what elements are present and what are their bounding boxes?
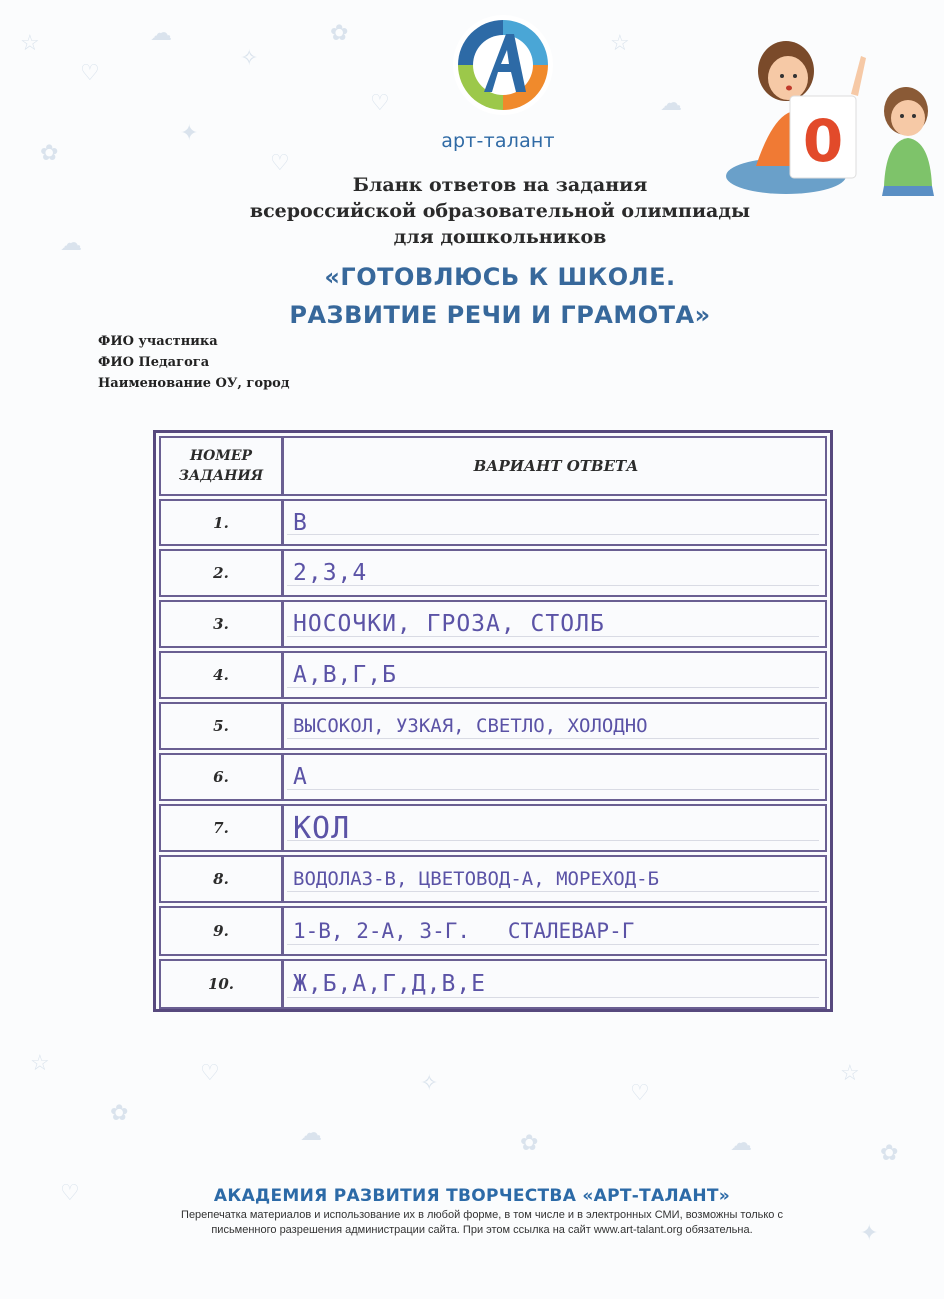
cloud-icon: ☁ <box>60 230 82 255</box>
heart-icon: ♡ <box>270 150 290 175</box>
answer-text: А,В,Г,Б <box>293 662 397 688</box>
task-number: 7. <box>161 806 284 850</box>
task-number: 9. <box>161 908 284 954</box>
answer-text: А <box>293 764 308 790</box>
footer-copyright-note <box>110 1208 854 1238</box>
olympiad-title <box>150 258 850 334</box>
answer-text: НОСОЧКИ, ГРОЗА, СТОЛБ <box>293 611 605 637</box>
flower-icon: ✿ <box>110 1100 129 1125</box>
star-icon: ☆ <box>610 30 630 55</box>
answer-table <box>153 430 833 1012</box>
star-icon: ✧ <box>420 1070 439 1095</box>
field-participant-label: ФИО участника <box>98 334 218 349</box>
sheet-heading <box>150 172 850 250</box>
cloud-icon: ☁ <box>660 90 682 115</box>
heart-icon: ♡ <box>80 60 100 85</box>
task-number: 8. <box>161 857 284 901</box>
star-icon: ✦ <box>860 1220 879 1245</box>
flower-icon: ✿ <box>330 20 349 45</box>
table-row <box>159 753 827 801</box>
heart-icon: ♡ <box>630 1080 650 1105</box>
task-answer <box>287 806 825 850</box>
table-row <box>159 499 827 546</box>
cloud-icon: ☁ <box>300 1120 322 1145</box>
task-number: 3. <box>161 602 284 646</box>
star-icon: ☆ <box>20 30 40 55</box>
footer-note-line-1: Перепечатка материалов и использование их в любой форме, в том числе и в электронных СМИ, возможны только с <box>181 1209 783 1221</box>
field-teacher-label: ФИО Педагога <box>98 355 210 370</box>
column-header-answer: ВАРИАНТ ОТВЕТА <box>473 457 639 475</box>
footer-title: АКАДЕМИЯ РАЗВИТИЯ ТВОРЧЕСТВА «АРТ-ТАЛАНТ» <box>213 1186 731 1206</box>
task-answer <box>287 653 825 697</box>
task-answer <box>287 908 825 954</box>
task-answer <box>287 602 825 646</box>
answer-text: 1-В, 2-А, 3-Г. СТАЛЕВАР-Г <box>293 919 635 943</box>
table-row <box>159 702 827 750</box>
task-number: 10. <box>161 961 284 1007</box>
task-number: 1. <box>161 501 284 544</box>
heading-line-2: всероссийской образовательной олимпиады <box>249 200 751 222</box>
task-answer <box>287 551 825 595</box>
title-line-2: РАЗВИТИЕ РЕЧИ И ГРАМОТА» <box>289 301 711 329</box>
card-digit: 0 <box>802 107 844 175</box>
task-answer <box>287 857 825 901</box>
star-icon: ✦ <box>180 120 199 145</box>
heart-icon: ♡ <box>60 1180 80 1205</box>
field-school-label: Наименование ОУ, город <box>98 376 290 391</box>
task-number: 5. <box>161 704 284 748</box>
task-answer <box>287 704 825 748</box>
answer-text: ВОДОЛАЗ-В, ЦВЕТОВОД-А, МОРЕХОД-Б <box>293 868 660 890</box>
flower-icon: ✿ <box>520 1130 539 1155</box>
answer-text: В <box>293 509 308 536</box>
heart-icon: ♡ <box>200 1060 220 1085</box>
answer-text: ВЫСОКОЛ, УЗКАЯ, СВЕТЛО, ХОЛОДНО <box>293 715 648 737</box>
title-line-1: «ГОТОВЛЮСЬ К ШКОЛЕ. <box>324 263 676 291</box>
star-icon: ☆ <box>30 1050 50 1075</box>
table-header-row <box>159 436 827 496</box>
cloud-icon: ☁ <box>150 20 172 45</box>
answer-text: Ж,Б,А,Г,Д,В,Е <box>293 971 487 997</box>
table-row <box>159 600 827 648</box>
heading-line-1: Бланк ответов на задания <box>352 174 648 196</box>
task-number: 6. <box>161 755 284 799</box>
brand-name: арт-талант <box>441 130 555 152</box>
heading-line-3: для дошкольников <box>393 226 607 248</box>
answer-text: 2,3,4 <box>293 560 368 586</box>
art-talant-logo <box>448 10 558 120</box>
table-row <box>159 906 827 956</box>
cloud-icon: ☁ <box>730 1130 752 1155</box>
task-answer <box>287 961 825 1007</box>
task-number: 4. <box>161 653 284 697</box>
table-row <box>159 855 827 903</box>
table-row <box>159 549 827 597</box>
table-row <box>159 651 827 699</box>
participant-fields <box>98 331 290 394</box>
column-header-number: НОМЕР ЗАДАНИЯ <box>161 438 284 494</box>
flower-icon: ✿ <box>40 140 59 165</box>
answer-text: КОЛ <box>293 810 351 846</box>
flower-icon: ✿ <box>880 1140 899 1165</box>
star-icon: ☆ <box>840 1060 860 1085</box>
task-number: 2. <box>161 551 284 595</box>
star-icon: ✧ <box>240 45 259 70</box>
task-answer <box>287 755 825 799</box>
table-row <box>159 804 827 852</box>
footer-note-line-2: письменного разрешения администрации сайта. При этом ссылка на сайт www.art-talant.org обязательна. <box>211 1224 753 1236</box>
task-answer <box>287 501 825 544</box>
heart-icon: ♡ <box>370 90 390 115</box>
table-row <box>159 959 827 1009</box>
